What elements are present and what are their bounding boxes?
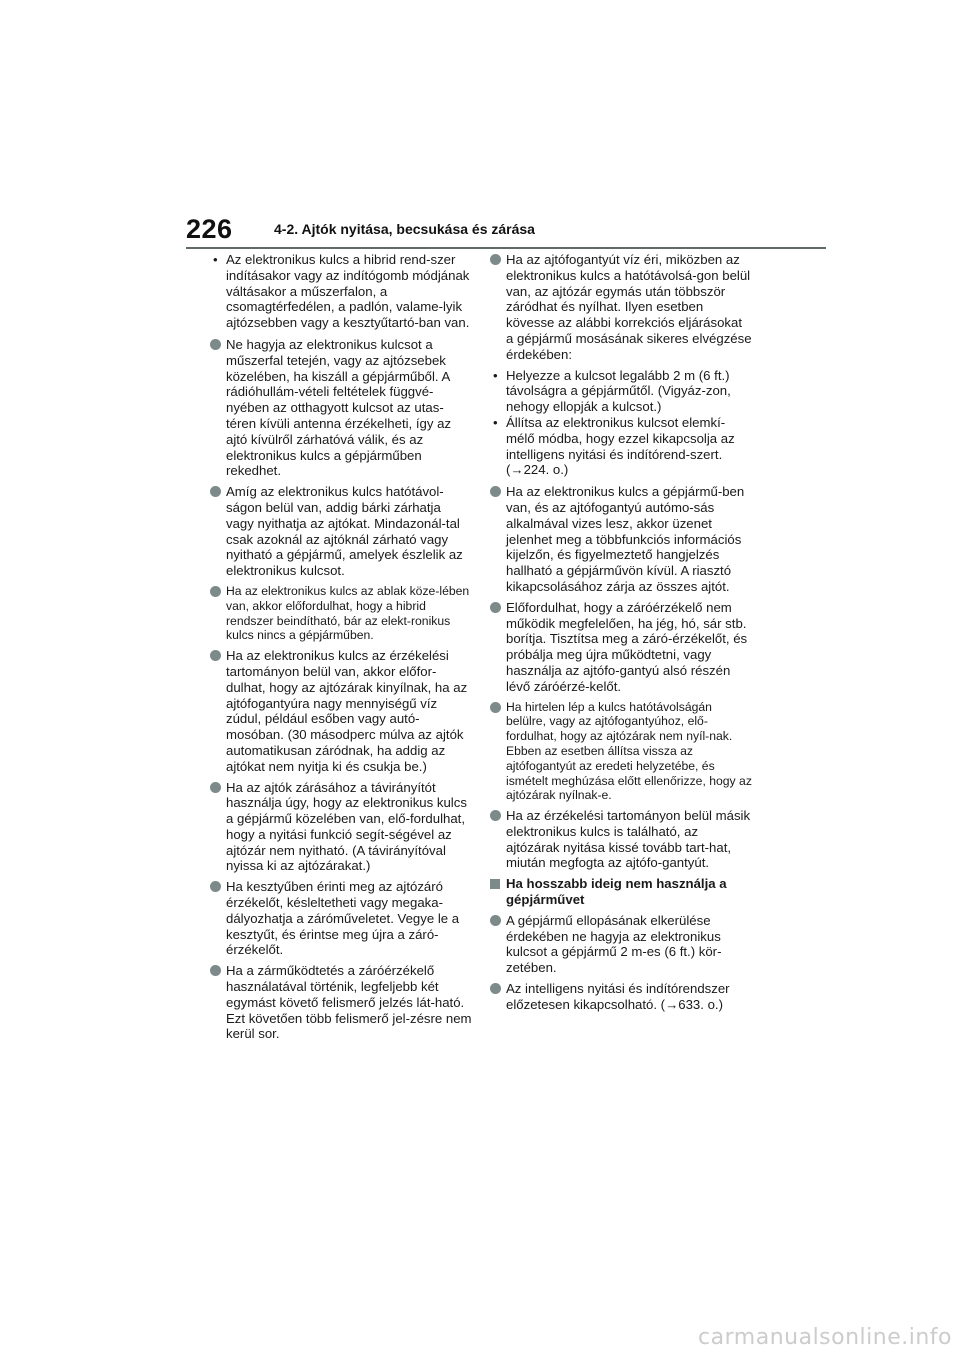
list-item [210, 484, 472, 579]
sub-list-item [490, 415, 752, 478]
list-item-text: Az elektronikus kulcs a hibrid rend-szer indításakor vagy az indítógomb módjának váltásakor a műszerfalon, a csomagtérfedélen, a padlón, valame-lyik ajtózsebben vagy a kesztyűtartó-ban van. [226, 252, 470, 331]
watermark: carmanualsonline.info [698, 1325, 952, 1350]
bullet-glyph: • [493, 367, 498, 383]
circle-bullet-icon [210, 486, 221, 497]
circle-bullet-icon [490, 702, 501, 713]
circle-bullet-icon [210, 782, 221, 793]
sub-list-item-text: Állítsa az elektronikus kulcsot elemkí-mélő módba, hogy ezzel kikapcsolja az intelligens nyitási és indítórend-szert. (→224. o.) [506, 414, 735, 478]
list-item-text: Ha az ajtók zárásához a távirányítót használja úgy, hogy az elektronikus kulcs a gépjármű közelében van, elő-fordulhat, hogy a nyitási funkció segít-ségével az ajtózár nem nyitható. (A távirányítóval nyissa ki az ajtózárakat.) [226, 779, 467, 874]
list-item [490, 252, 752, 363]
list-item-text: A gépjármű ellopásának elkerülése érdekében ne hagyja az elektronikus kulcsot a gépjármű 2 m-es (6 ft.) kör-zetében. [506, 912, 722, 976]
list-item [210, 780, 472, 875]
page-number: 226 [186, 214, 233, 244]
list-item [490, 484, 752, 595]
bullet-glyph: • [213, 252, 218, 267]
sub-list-item-text: Helyezze a kulcsot legalább 2 m (6 ft.) távolságra a gépjárműtől. (Vigyáz-zon, nehogy ellopják a kulcsot.) [506, 367, 731, 415]
list-item [490, 981, 752, 1013]
list-item [490, 700, 752, 804]
list-item [210, 584, 472, 643]
list-item-text: Ha az érzékelési tartományon belül másik elektronikus kulcs is található, az ajtózárak nyitása kissé tovább tart-hat, miután megfogta az ajtófo-gantyút. [506, 808, 751, 871]
list-item [210, 337, 472, 479]
section-title: 4-2. Ajtók nyitása, becsukása és zárása [274, 221, 535, 237]
list-item [210, 879, 472, 958]
list-item [210, 252, 472, 331]
list-item-text: Ha az elektronikus kulcs az ablak köze-lében van, akkor előfordulhat, hogy a hibrid rendszer beindítható, bár az elekt-ronikus kulcs nincs a gépjárműben. [226, 583, 470, 643]
circle-bullet-icon [490, 983, 501, 994]
circle-bullet-icon [210, 881, 221, 892]
sub-list-item [490, 368, 752, 415]
circle-bullet-icon [490, 254, 501, 265]
bullet-glyph: • [493, 414, 498, 430]
header-divider [186, 247, 826, 249]
list-item-text: Ha hirtelen lép a kulcs hatótávolságán belülre, vagy az ajtófogantyúhoz, elő-fordulhat, hogy az ajtózárak nem nyíl-nak. Ebben az esetben állítsa vissza az ajtófogantyút az eredeti helyzetébe, és ismételt meghúzása előtt ellenőrizze, hogy az ajtózárak nyílnak-e. [506, 699, 752, 803]
list-item [490, 808, 752, 871]
list-item-text: Amíg az elektronikus kulcs hatótávol-ságon belül van, addig bárki zárhatja vagy nyithatja az ajtókat. Mindazonál-tal csak azoknál az ajtóknál zárható vagy nyitható a gépjármű, amelyek észlelik az elektronikus kulcsot. [226, 484, 463, 579]
right-column [490, 252, 752, 1018]
list-item-text: Az intelligens nyitási és indítórendszer előzetesen kikapcsolható. (→633. o.) [506, 981, 730, 1012]
section-heading-text: Ha hosszabb ideig nem használja a gépjárművet [506, 876, 727, 908]
page-header [186, 208, 826, 258]
left-column [210, 252, 472, 1047]
list-item-text: Ha az elektronikus kulcs az érzékelési tartományon belül van, akkor előfor-dulhat, hogy az ajtózárak kinyílnak, ha az ajtófogantyúra nagy mennyiségű víz zúdul, például esőben vagy autó-mosóban. (30 másodperc múlva az ajtók automatikusan záródnak, ha addig az ajtókat nem nyitja ki és csukja be.) [226, 648, 468, 774]
circle-bullet-icon [490, 602, 501, 613]
list-item [210, 963, 472, 1042]
circle-bullet-icon [210, 586, 221, 597]
list-item-text: Ne hagyja az elektronikus kulcsot a műszerfal tetején, vagy az ajtózsebek közelében, ha kiszáll a gépjárműből. A rádióhullám-vételi feltételek függvé-nyében az otthagyott kulcsot az utas-téren kívüli antenna érzékelheti, így az ajtó kívülről zárhatóvá válik, és az elektronikus kulcs a gépjárműben rekedhet. [226, 336, 452, 479]
list-item-text: Előfordulhat, hogy a záróérzékelő nem működik megfelelően, ha jég, hó, sár stb. borítja. Tisztítsa meg a záró-érzékelőt, és próbálja meg újra működtetni, vagy használja az ajtófo-gantyú alsó részén lévő záróérzé-kelőt. [506, 599, 748, 694]
list-item [210, 648, 472, 774]
circle-bullet-icon [490, 486, 501, 497]
circle-bullet-icon [210, 339, 221, 350]
list-item-text: Ha a zárműködtetés a záróérzékelő használatával történik, legfeljebb két egymást követő felismerő jelzés lát-ható. Ezt követően több felismerő jel-zésre nem kerül sor. [226, 963, 472, 1042]
list-item-text: Ha az ajtófogantyút víz éri, miközben az elektronikus kulcs a hatótávolsá-gon belül van, az ajtózár egymás után többször záródhat és nyílhat. Ilyen esetben kövesse az alábbi korrekciós eljárásokat a gépjármű mosásának sikeres elvégzése érdekében: [506, 252, 752, 362]
circle-bullet-icon [490, 915, 501, 926]
list-item-text: Ha kesztyűben érinti meg az ajtózáró érzékelőt, késleltetheti vagy megaka-dályozhatja a záróműveletet. Vegye le a kesztyűt, és érintse meg újra a záró-érzékelőt. [226, 879, 460, 958]
circle-bullet-icon [210, 650, 221, 661]
section-heading [490, 876, 752, 908]
circle-bullet-icon [210, 965, 221, 976]
list-item-text: Ha az elektronikus kulcs a gépjármű-ben van, és az ajtófogantyú autómo-sás alkalmával vizes lesz, akkor üzenet jelenhet meg a többfunkciós információs kijelzőn, és figyelmeztető hangjelzés hallható a gépjárművön kívül. A riasztó kikapcsolásához zárja az összes ajtót. [506, 484, 745, 594]
circle-bullet-icon [490, 810, 501, 821]
square-bullet-icon [490, 879, 500, 889]
list-item [490, 600, 752, 695]
list-item [490, 913, 752, 976]
